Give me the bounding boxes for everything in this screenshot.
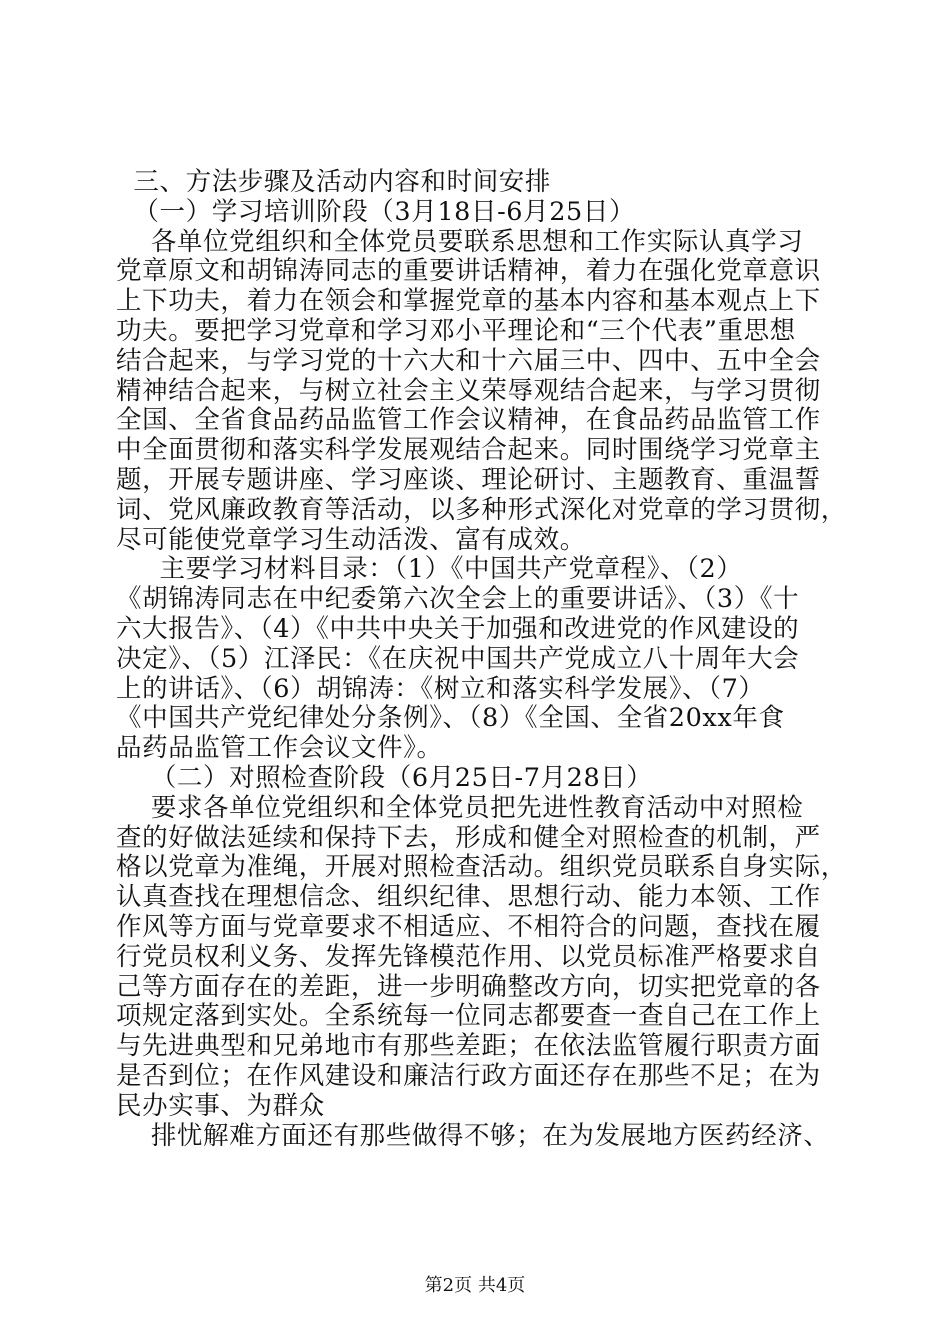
text-line: 决定》、（5）江泽民：《在庆祝中国共产党成立八十周年大会 — [116, 643, 800, 674]
text-line: 主要学习材料目录：（1）《中国共产党章程》、（2） — [116, 554, 743, 585]
text-line: 行党员权利义务、发挥先锋模范作用、以党员标准严格要求自 — [116, 941, 821, 972]
text-line: 结合起来，与学习党的十六大和十六届三中、四中、五中全会 — [116, 345, 821, 376]
text-line: （二）对照检查阶段（6月25日-7月28日） — [116, 762, 653, 793]
text-line: 精神结合起来，与树立社会主义荣辱观结合起来，与学习贯彻 — [116, 375, 821, 406]
text-line: 功夫。要把学习党章和学习邓小平理论和“三个代表”重思想 — [116, 315, 796, 346]
text-line: （一）学习培训阶段（3月18日-6月25日） — [116, 196, 636, 227]
text-line: 民办实事、为群众 — [116, 1090, 325, 1121]
text-line: 上的讲话》、（6）胡锦涛：《树立和落实科学发展》、（7） — [116, 673, 765, 704]
text-line: 《胡锦涛同志在中纪委第六次全会上的重要讲话》、（3）《十 — [116, 584, 800, 615]
text-line: 题，开展专题讲座、学习座谈、理论研讨、主题教育、重温誓 — [116, 464, 821, 495]
text-line: 上下功夫，着力在领会和掌握党章的基本内容和基本观点上下 — [116, 286, 821, 317]
text-line: 格以党章为准绳，开展对照检查活动。组织党员联系自身实际， — [116, 852, 847, 883]
text-line: 六大报告》、（4）《中共中央关于加强和改进党的作风建设的 — [116, 613, 800, 644]
text-line: 己等方面存在的差距，进一步明确整改方向，切实把党章的各 — [116, 971, 821, 1002]
text-line: 党章原文和胡锦涛同志的重要讲话精神，着力在强化党章意识 — [116, 256, 821, 287]
text-line: 全国、全省食品药品监管工作会议精神，在食品药品监管工作 — [116, 405, 821, 436]
text-line: 是否到位；在作风建设和廉洁行政方面还存在那些不足；在为 — [116, 1060, 821, 1091]
text-line: 与先进典型和兄弟地市有那些差距；在依法监管履行职责方面 — [116, 1031, 821, 1062]
text-line: 三、方法步骤及活动内容和时间安排 — [116, 167, 552, 197]
text-line: 尽可能使党章学习生动活泼、富有成效。 — [116, 524, 586, 555]
text-line: 中全面贯彻和落实科学发展观结合起来。同时围绕学习党章主 — [116, 435, 821, 466]
text-line: 排忧解难方面还有那些做得不够；在为发展地方医药经济、 — [116, 1120, 830, 1151]
text-line: 品药品监管工作会议文件》。 — [116, 733, 443, 764]
text-line: 词、党风廉政教育等活动，以多种形式深化对党章的学习贯彻， — [116, 494, 847, 525]
text-line: 《中国共产党纪律处分条例》、（8）《全国、全省20xx年食 — [116, 703, 785, 734]
text-line: 项规定落到实处。全系统每一位同志都要查一查自己在工作上 — [116, 1001, 821, 1032]
text-line: 要求各单位党组织和全体党员把先进性教育活动中对照检 — [116, 792, 804, 823]
text-line: 各单位党组织和全体党员要联系思想和工作实际认真学习 — [116, 226, 804, 257]
page-footer: 第2页 共4页 — [424, 1275, 526, 1296]
document-body — [116, 167, 847, 1151]
text-line: 查的好做法延续和保持下去，形成和健全对照检查的机制，严 — [116, 822, 821, 853]
text-line: 作风等方面与党章要求不相适应、不相符合的问题，查找在履 — [116, 911, 821, 942]
text-line: 认真查找在理想信念、组织纪律、思想行动、能力本领、工作 — [116, 882, 821, 913]
